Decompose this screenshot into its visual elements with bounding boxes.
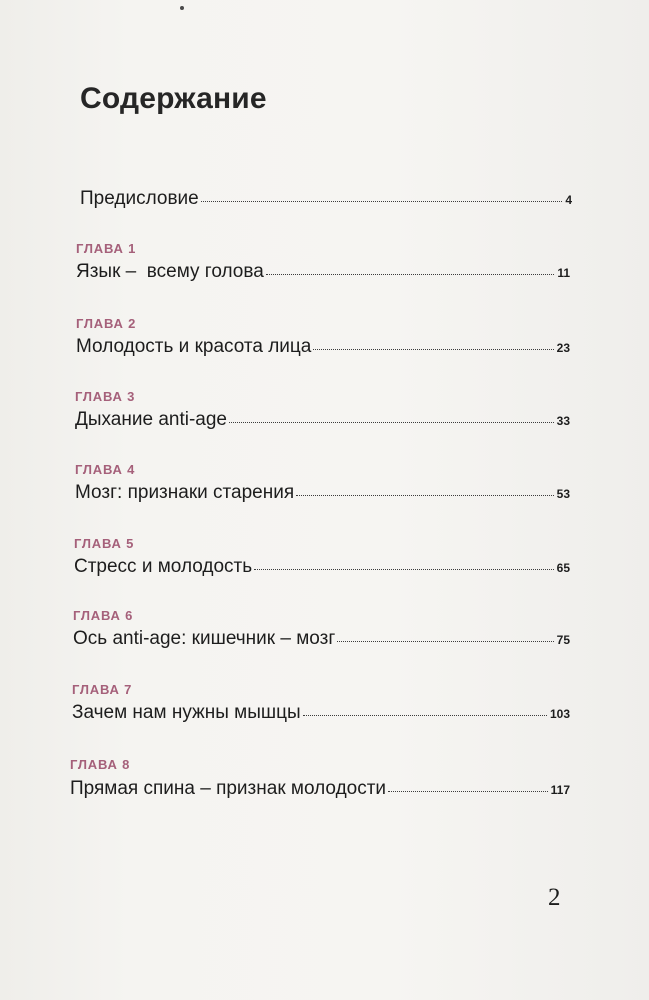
toc-entry-chapter-2 (76, 336, 570, 362)
toc-page-number: 65 (556, 561, 570, 575)
dot-leader (337, 641, 553, 642)
toc-entry-title: Мозг: признаки старения (75, 482, 295, 503)
page-title: Содержание (80, 82, 267, 115)
dot-leader (388, 791, 548, 792)
toc-page-number: 4 (565, 193, 572, 207)
page-mark (180, 6, 184, 10)
toc-entry-preface (80, 188, 572, 214)
dot-leader (254, 569, 553, 570)
toc-page-number: 117 (550, 783, 570, 797)
toc-page-number: 23 (556, 341, 570, 355)
toc-entry-title: Стресс и молодость (74, 556, 253, 577)
toc-page-number: 11 (557, 266, 570, 280)
chapter-label-8: ГЛАВА 8 (70, 757, 131, 772)
page-folio-number: 2 (548, 884, 561, 911)
toc-entry-chapter-6 (73, 628, 570, 654)
dot-leader (296, 495, 554, 496)
toc-entry-chapter-7 (72, 702, 570, 728)
toc-page-number: 53 (556, 487, 570, 501)
toc-entry-title: Язык – всему голова (76, 261, 264, 282)
toc-page-number: 75 (556, 633, 570, 647)
dot-leader (303, 715, 547, 716)
chapter-label-1: ГЛАВА 1 (76, 241, 137, 256)
toc-page-number: 103 (549, 707, 570, 721)
toc-entry-title: Предисловие (80, 188, 199, 209)
chapter-label-2: ГЛАВА 2 (76, 316, 137, 331)
dot-leader (229, 422, 554, 423)
chapter-label-3: ГЛАВА 3 (75, 389, 136, 404)
chapter-label-4: ГЛАВА 4 (75, 462, 136, 477)
chapter-label-6: ГЛАВА 6 (73, 608, 134, 623)
toc-entry-chapter-8 (70, 778, 570, 804)
dot-leader (266, 274, 555, 275)
toc-entry-title: Молодость и красота лица (76, 336, 312, 357)
chapter-label-5: ГЛАВА 5 (74, 536, 135, 551)
toc-entry-title: Ось anti-age: кишечник – мозг (73, 628, 336, 649)
toc-page-number: 33 (556, 414, 570, 428)
toc-entry-chapter-1 (76, 261, 570, 287)
toc-entry-chapter-5 (74, 556, 570, 582)
dot-leader (313, 349, 553, 350)
toc-entry-title: Прямая спина – признак молодости (70, 778, 387, 799)
toc-entry-title: Зачем нам нужны мышцы (72, 702, 301, 723)
dot-leader (201, 201, 563, 202)
toc-entry-chapter-3 (75, 409, 570, 435)
toc-entry-chapter-4 (75, 482, 570, 508)
toc-entry-title: Дыхание anti-age (75, 409, 227, 430)
chapter-label-7: ГЛАВА 7 (72, 682, 133, 697)
